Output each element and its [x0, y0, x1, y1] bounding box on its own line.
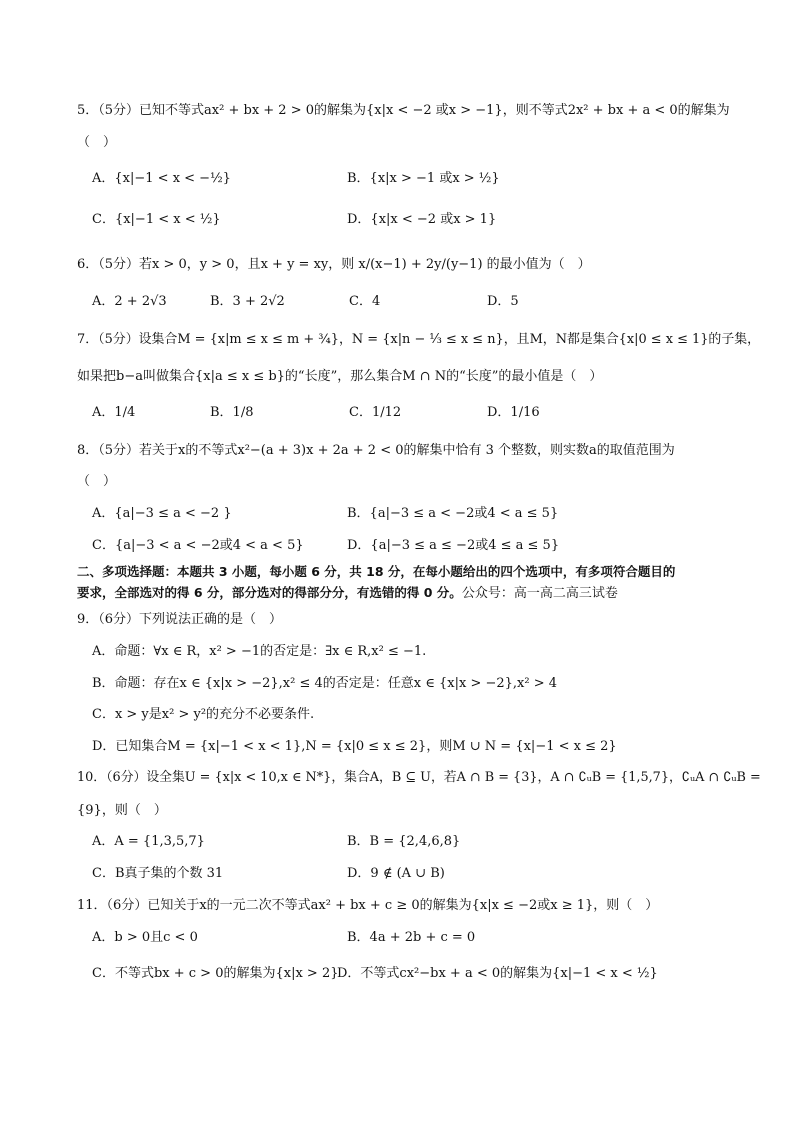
q11-option-b: B．4a + 2b + c = 0: [347, 930, 476, 945]
q7-option-b: B．1/8: [210, 405, 254, 420]
q7-option-c: C．1/12: [349, 405, 402, 420]
q5-stem: 5．（5分）已知不等式ax² + bx + 2 > 0的解集为{x|x < −2 或x > −1}，则不等式2x² + bx + a < 0的解集为: [77, 103, 730, 118]
q10-option-b: B．B = {2,4,6,8}: [347, 834, 461, 849]
q8-option-b: B．{a|−3 ≤ a < −2或4 < a ≤ 5}: [347, 506, 559, 521]
q10-option-a: A．A = {1,3,5,7}: [92, 834, 205, 849]
q6-stem: 6．（5分）若x > 0，y > 0，且x + y = xy，则 x/(x−1) + 2y/(y−1) 的最小值为（ ）: [77, 257, 591, 272]
q8-option-c: C．{a|−3 < a < −2或4 < a < 5}: [92, 538, 304, 553]
q9-option-a: A．命题：∀x ∈ R，x² > −1的否定是：∃x ∈ R,x² ≤ −1.: [92, 644, 427, 659]
q6-option-a: A．2 + 2√3: [92, 294, 167, 309]
section2-heading-line1: 二、多项选择题：本题共 3 小题，每小题 6 分，共 18 分，在每小题给出的四个选项中，有多项符合题目的: [77, 564, 676, 579]
q5-option-a: A．{x|−1 < x < −½}: [92, 171, 231, 186]
section2-rules: 要求，全部选对的得 6 分，部分选对的得部分分，有选错的得 0 分。: [77, 585, 462, 600]
q6-option-b: B．3 + 2√2: [210, 294, 285, 309]
section2-ad: 公众号：高一高二高三试卷: [461, 586, 618, 601]
q9-stem: 9．（6分）下列说法正确的是（ ）: [77, 612, 283, 627]
q7-option-d: D．1/16: [487, 405, 540, 420]
q5-option-c: C．{x|−1 < x < ½}: [92, 212, 221, 227]
q5-option-b: B．{x|x > −1 或x > ½}: [347, 171, 500, 186]
q7-stem: 7．（5分）设集合M = {x|m ≤ x ≤ m + ¾}，N = {x|n − ⅓ ≤ x ≤ n}，且M，N都是集合{x|0 ≤ x ≤ 1}的子集，: [77, 332, 761, 347]
q9-option-b: B．命题：存在x ∈ {x|x > −2},x² ≤ 4的否定是：任意x ∈ {x|x > −2},x² > 4: [92, 676, 558, 691]
q8-stem: 8．（5分）若关于x的不等式x²−(a + 3)x + 2a + 2 < 0的解集中恰有 3 个整数，则实数a的取值范围为: [77, 443, 675, 458]
q11-option-d: D．不等式cx²−bx + a < 0的解集为{x|−1 < x < ½}: [337, 966, 658, 981]
q9-option-d: D．已知集合M = {x|−1 < x < 1},N = {x|0 ≤ x ≤ 2}，则M ∪ N = {x|−1 < x ≤ 2}: [92, 739, 617, 754]
q5-paren: （ ）: [77, 135, 117, 150]
q7-stem-line2: 如果把b−a叫做集合{x|a ≤ x ≤ b}的“长度”，那么集合M ∩ N的“长度”的最小值是（ ）: [77, 369, 603, 384]
q8-option-d: D．{a|−3 ≤ a ≤ −2或4 ≤ a ≤ 5}: [347, 538, 560, 553]
q9-option-c: C．x > y是x² > y²的充分不必要条件.: [92, 707, 315, 722]
q6-option-d: D．5: [487, 294, 519, 309]
section2-heading-line2: [77, 584, 618, 603]
q10-stem: 10．（6分）设全集U = {x|x < 10,x ∈ N*}，集合A，B ⊆ U，若A ∩ B = {3}，A ∩ ∁ᵤB = {1,5,7}，∁ᵤA ∩ ∁ᵤB =: [77, 770, 761, 785]
q10-option-c: C．B真子集的个数 31: [92, 866, 224, 881]
q7-option-a: A．1/4: [92, 405, 136, 420]
q5-option-d: D．{x|x < −2 或x > 1}: [347, 212, 497, 227]
q11-option-a: A．b > 0且c < 0: [92, 930, 198, 945]
q6-option-c: C．4: [349, 294, 381, 309]
q11-option-c: C．不等式bx + c > 0的解集为{x|x > 2}: [92, 966, 339, 981]
q10-stem-line2: {9}，则（ ）: [77, 803, 167, 818]
q10-option-d: D．9 ∉ (A ∪ B): [347, 866, 445, 881]
q11-stem: 11．（6分）已知关于x的一元二次不等式ax² + bx + c ≥ 0的解集为{x|x ≤ −2或x ≥ 1}，则（ ）: [77, 898, 659, 913]
q8-option-a: A．{a|−3 ≤ a < −2 }: [92, 506, 232, 521]
q8-paren: （ ）: [77, 474, 117, 489]
